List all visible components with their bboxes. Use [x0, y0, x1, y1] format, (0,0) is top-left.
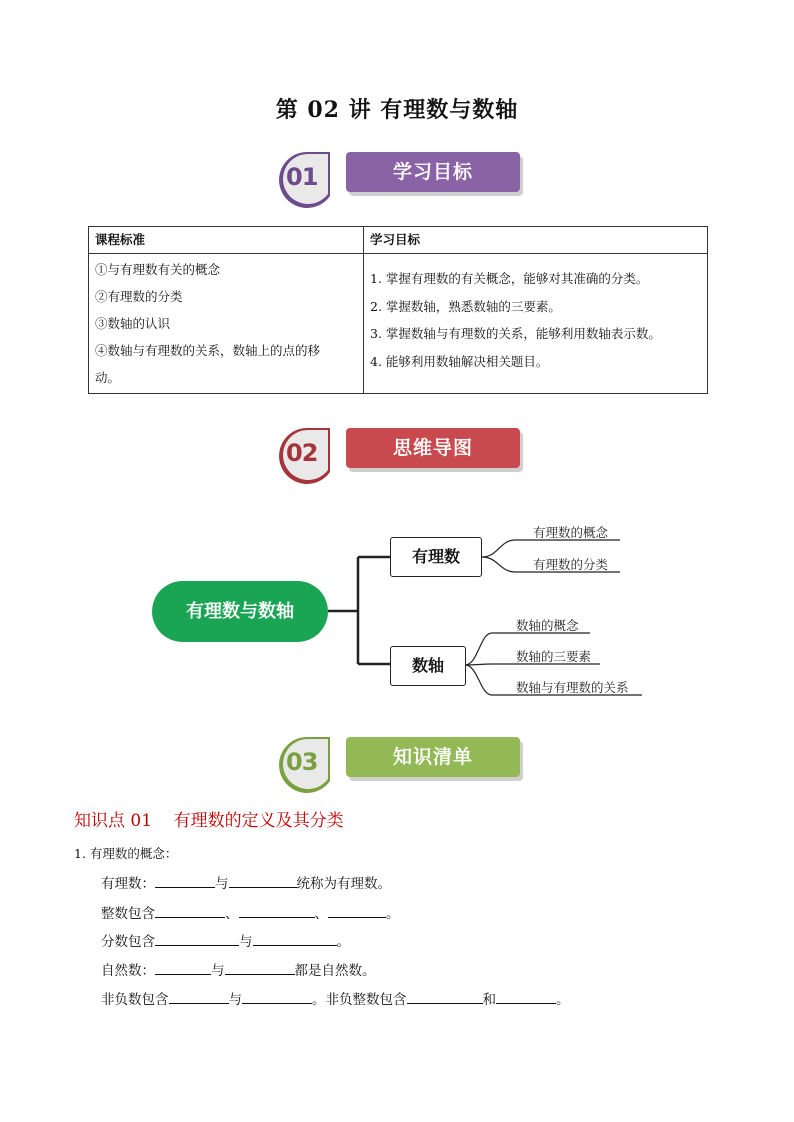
answer-blank[interactable]	[225, 961, 295, 975]
answer-blank[interactable]	[239, 904, 315, 918]
answer-blank[interactable]	[155, 932, 239, 946]
line-text: 都是自然数。	[294, 963, 376, 979]
mindmap-root: 有理数与数轴	[152, 581, 328, 642]
section-label: 思维导图	[346, 428, 520, 468]
knowledge-heading: 知识点 01 有理数的定义及其分类	[74, 811, 344, 831]
section-label: 知识清单	[346, 737, 520, 777]
line-text: 有理数：	[101, 876, 155, 892]
answer-blank[interactable]	[407, 990, 483, 1004]
line-text: 、	[225, 906, 239, 922]
standard-item: ①与有理数有关的概念	[95, 262, 221, 277]
goal-item: 4. 能够利用数轴解决相关题目。	[370, 353, 549, 369]
page-title: 第 02 讲 有理数与数轴	[275, 97, 519, 123]
mindmap-leaf: 数轴的三要素	[516, 649, 592, 664]
fill-line-1	[101, 872, 391, 892]
mindmap-node-numberline: 数轴	[390, 646, 466, 686]
line-text: 。	[336, 934, 350, 950]
line-text: 与	[211, 963, 225, 979]
answer-blank[interactable]	[155, 904, 225, 918]
line-text: 与	[215, 876, 229, 892]
fill-line-4	[101, 959, 376, 979]
line-text: 和	[482, 992, 496, 1008]
mindmap-leaf: 数轴与有理数的关系	[516, 680, 629, 695]
line-text: 与	[228, 992, 242, 1008]
answer-blank[interactable]	[328, 904, 386, 918]
knowledge-subheading: 1. 有理数的概念：	[74, 846, 178, 861]
table-header-standard: 课程标准	[89, 227, 364, 254]
mindmap-leaf: 有理数的概念	[533, 525, 609, 540]
table-header-goals: 学习目标	[364, 227, 708, 254]
answer-blank[interactable]	[229, 874, 297, 888]
line-text: 自然数：	[101, 963, 155, 979]
line-text: 、	[314, 906, 328, 922]
line-text: 与	[239, 934, 253, 950]
line-text: 。	[386, 906, 400, 922]
answer-blank[interactable]	[253, 932, 337, 946]
line-text: 分数包含	[101, 934, 155, 950]
answer-blank[interactable]	[155, 961, 211, 975]
fill-line-3	[101, 930, 350, 950]
mindmap-leaf: 有理数的分类	[533, 557, 609, 572]
section-banner-03	[272, 733, 532, 793]
standard-item: ④数轴与有理数的关系，数轴上的点的移	[95, 343, 321, 358]
standard-item: ③数轴的认识	[95, 316, 171, 331]
goal-item: 1. 掌握有理数的有关概念，能够对其准确的分类。	[370, 271, 649, 286]
answer-blank[interactable]	[155, 874, 215, 888]
mindmap-leaf: 数轴的概念	[516, 618, 579, 633]
mindmap-node-rational: 有理数	[390, 537, 482, 577]
standard-item: 动。	[95, 370, 121, 385]
line-text: 统称为有理数。	[296, 876, 391, 892]
line-text: 非负数包含	[101, 992, 169, 1008]
line-text: 。非负整数包含	[312, 992, 407, 1008]
answer-blank[interactable]	[242, 990, 312, 1004]
answer-blank[interactable]	[169, 990, 229, 1004]
goal-item: 3. 掌握数轴与有理数的关系，能够利用数轴表示数。	[370, 326, 661, 341]
line-text: 整数包含	[101, 906, 155, 922]
section-number: 02	[286, 439, 318, 467]
standard-item: ②有理数的分类	[95, 289, 183, 304]
answer-blank[interactable]	[496, 990, 556, 1004]
goal-item: 2. 掌握数轴，熟悉数轴的三要素。	[370, 298, 561, 314]
fill-line-5	[101, 988, 570, 1008]
section-number: 03	[286, 748, 318, 776]
section-label: 学习目标	[346, 152, 520, 192]
fill-line-2	[101, 902, 400, 922]
line-text: 。	[556, 992, 570, 1008]
section-number: 01	[286, 163, 318, 191]
